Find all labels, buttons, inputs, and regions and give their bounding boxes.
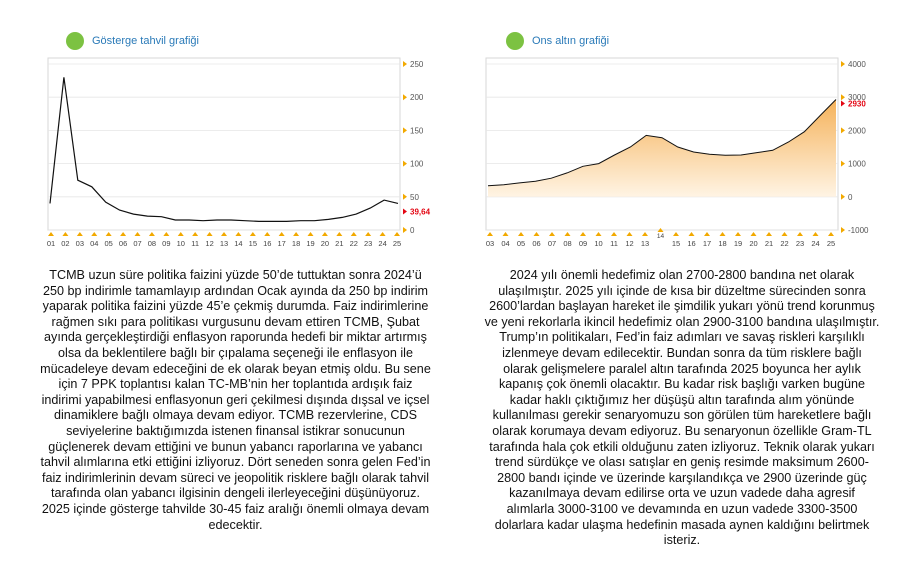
x-tick-marker [751, 232, 757, 236]
x-tick-marker [120, 232, 126, 236]
y-tick-label: 3000 [848, 93, 866, 103]
tick-marker [841, 161, 845, 167]
x-tick-marker [279, 232, 285, 236]
x-tick-label: 19 [733, 239, 743, 248]
x-tick-marker [380, 232, 386, 236]
x-tick-marker [235, 232, 241, 236]
y-tick-label: 0 [848, 192, 853, 202]
x-tick-label: 24 [378, 239, 387, 248]
x-tick-label: 07 [547, 239, 557, 248]
x-tick-marker [565, 232, 571, 236]
x-tick-label: 08 [563, 239, 572, 248]
gold-article [484, 268, 880, 549]
bond-article-text: TCMB uzun süre politika faizini yüzde 50’de tuttuktan sonra 2024’ü 250 bp indirimle tamamlayıp ardından Ocak ayında da 250 bp indirim yaparak politika faizini yüzde 45’e çekmiş durumda. Faiz indirimlerine rağmen sıkı para politikası vurgusunu devam ettiren TCMB, Şubat ayında gerçekleştirdiği enflasyon raporunda hedefi bir miktar artırmış olsa da beklentilere bağlı bir çıpalama seçeneği ile enflasyon ile mücadeleye devam edeceğini de ek olarak beyan etmiş oldu. Bu sene için 7 PPK toplantısı kalan TC-MB’nin her toplantıda ardışık faiz indirimi yapabilmesi enflasyonun geri çekilmesi dışında dışsal ve içsel dinamiklere bağlı olmaya devam ediyor. TCMB rezervlerine, CDS seviyelerine baktığımızda istenen finansal istikrar sonucunun güçlenerek devam ettiğini ve bunun yabancı raporlarına ve yabancı tahvil alımlarına etki ettiğini izliyoruz. Dört seneden sonra gelen Fed’in faiz indirimlerinin devam süreci ve jeopolitik risklere bağlı olarak tahvil tarafında olan yabancı ilgisinin dengeli ilerleyeceğini düşünüyoruz. 2025 içinde gösterge tahvilde 30-45 faiz aralığı önemli olmaya devam edecektir. [40, 268, 431, 532]
x-tick-label: 07 [133, 239, 142, 248]
x-tick-label: 12 [625, 239, 634, 248]
x-tick-marker [596, 232, 602, 236]
x-tick-marker [518, 232, 524, 236]
tick-marker [403, 127, 407, 133]
x-tick-marker [106, 232, 112, 236]
x-tick-marker [250, 232, 256, 236]
y-tick-label: 50 [410, 192, 419, 202]
bond-article [38, 268, 433, 533]
x-tick-marker [627, 232, 633, 236]
tick-marker [841, 61, 845, 67]
tick-marker [841, 94, 845, 100]
x-tick-label: 15 [671, 239, 681, 248]
x-tick-label: 25 [826, 239, 836, 248]
x-tick-marker [365, 232, 371, 236]
x-tick-label: 10 [176, 239, 185, 248]
x-tick-label: 09 [578, 239, 588, 248]
x-tick-label: 22 [780, 239, 789, 248]
x-tick-marker [221, 232, 227, 236]
x-tick-label: 20 [320, 239, 330, 248]
x-tick-marker [264, 232, 270, 236]
x-tick-label: 23 [363, 239, 373, 248]
x-tick-label: 19 [306, 239, 315, 248]
x-tick-label: 11 [191, 239, 200, 248]
x-tick-marker [534, 232, 540, 236]
x-tick-label: 23 [795, 239, 805, 248]
x-tick-marker [91, 232, 97, 236]
bond-chart [0, 0, 450, 260]
last-value-label: 2930 [848, 99, 866, 109]
x-tick-label: 08 [147, 239, 157, 248]
x-tick-label: 16 [687, 239, 696, 248]
x-tick-label: 12 [205, 239, 214, 248]
x-tick-label: 22 [349, 239, 358, 248]
x-tick-label: 01 [46, 239, 56, 248]
x-tick-label: 18 [291, 239, 301, 248]
x-tick-label: 06 [118, 239, 128, 248]
x-tick-label: 02 [61, 239, 70, 248]
x-tick-marker [62, 232, 68, 236]
y-tick-label: 4000 [848, 60, 866, 69]
x-tick-label: 06 [532, 239, 541, 248]
x-tick-label: 10 [594, 239, 603, 248]
x-tick-label: 16 [263, 239, 272, 248]
y-tick-label: 150 [410, 126, 424, 136]
tick-marker [403, 161, 407, 167]
y-tick-label: 2000 [848, 126, 866, 136]
y-tick-label: 100 [410, 159, 424, 169]
tick-marker [841, 227, 845, 233]
x-tick-marker [293, 232, 299, 236]
last-value-label: 39,64 [410, 207, 431, 217]
x-tick-marker [611, 232, 617, 236]
x-tick-label: 09 [162, 239, 171, 248]
x-tick-label: 14 [234, 239, 243, 248]
x-tick-label: 05 [104, 239, 113, 248]
x-tick-marker [782, 232, 788, 236]
last-value-marker [841, 101, 845, 107]
y-tick-label: -1000 [848, 226, 869, 235]
tick-marker [403, 227, 407, 233]
x-tick-label: 04 [501, 239, 510, 248]
x-tick-label: 03 [75, 239, 85, 248]
x-tick-label: 03 [485, 239, 495, 248]
x-tick-marker [351, 232, 357, 236]
x-tick-marker [735, 232, 741, 236]
y-tick-label: 0 [410, 226, 415, 235]
x-tick-marker [580, 232, 586, 236]
x-tick-marker [336, 232, 342, 236]
x-tick-marker [673, 232, 679, 236]
x-tick-marker [704, 232, 710, 236]
x-tick-marker [322, 232, 328, 236]
gold-chart-title: Ons altın grafiği [532, 35, 610, 47]
x-tick-marker [813, 232, 819, 236]
gap-label: 14 [656, 233, 665, 240]
x-tick-label: 15 [248, 239, 258, 248]
x-tick-marker [149, 232, 155, 236]
tick-marker [403, 194, 407, 200]
x-tick-label: 13 [640, 239, 650, 248]
x-tick-marker [394, 232, 400, 236]
x-tick-marker [503, 232, 509, 236]
x-tick-marker [192, 232, 198, 236]
tick-marker [841, 194, 845, 200]
x-tick-marker [135, 232, 141, 236]
x-tick-marker [828, 232, 834, 236]
y-tick-label: 1000 [848, 159, 866, 169]
x-tick-marker [549, 232, 555, 236]
x-tick-label: 11 [610, 239, 618, 248]
tick-marker [403, 61, 407, 67]
x-tick-marker [689, 232, 695, 236]
x-tick-label: 20 [749, 239, 758, 248]
y-tick-label: 200 [410, 93, 424, 103]
x-tick-label: 24 [811, 239, 820, 248]
x-tick-label: 18 [718, 239, 727, 248]
tick-marker [403, 94, 407, 100]
x-tick-label: 17 [277, 239, 286, 248]
last-value-marker [403, 208, 407, 214]
y-tick-label: 250 [410, 60, 424, 69]
x-tick-label: 05 [516, 239, 526, 248]
x-tick-label: 21 [764, 239, 774, 248]
x-tick-marker [642, 232, 648, 236]
bond-chart-title: Gösterge tahvil grafiği [92, 35, 199, 47]
tick-marker [841, 127, 845, 133]
x-tick-label: 17 [702, 239, 712, 248]
x-tick-marker [207, 232, 213, 236]
gold-chart [450, 0, 900, 260]
x-tick-label: 21 [335, 239, 344, 248]
x-tick-label: 13 [219, 239, 229, 248]
x-tick-marker [797, 232, 803, 236]
x-tick-marker [178, 232, 184, 236]
x-tick-marker [77, 232, 83, 236]
x-tick-marker [766, 232, 772, 236]
x-tick-marker [48, 232, 54, 236]
x-tick-label: 04 [90, 239, 99, 248]
x-tick-label: 25 [392, 239, 402, 248]
x-tick-marker [487, 232, 493, 236]
x-tick-marker [163, 232, 169, 236]
x-tick-marker [720, 232, 726, 236]
gold-article-text: 2024 yılı önemli hedefimiz olan 2700-2800 bandına net olarak ulaşılmıştır. 2025 yılı içinde de kısa bir düzeltme sürecinden sonra 2600’lardan başlayan hareket ile şimdilik yukarı yönü trend korunmuş ve yeni rekorlarla ikincil hedefimiz olan 2900-3100 bandına ulaşılmıştır. Trump’ın politikaları, Fed’in faiz adımları ve savaş riskleri karşılıklı izlenmeye devam edilecektir. Bundan sonra da tüm risklere bağlı olarak gelişmelere paralel altın tarafında 2025 boyunca her aylık kapanış çok önemli olacaktır. Bu kadar risk başlığı varken bugüne kadar haklı çıktığımız her düşüşü altın tarafında alım yönünde kullanılması gerekir senaryomuzu son görülen tüm hareketlere bağlı olarak korumaya devam ediyoruz. Bu senaryonun özellikle Gram-TL tarafında hala çok etkili olduğunu zaten izliyoruz. Teknik olarak yukarı trend sürdükçe ve olası satışlar en geniş resimde maksimum 2600-2800 bandı içinde ve üzerinde karşılandıkça ve 2900 üzerinde güç kazanılmaya devam edilirse orta ve uzun vadede daha agresif alımlarla 3000-3100 ve devamında en uzun vadede 3300-3500 dolarlara kadar ulaşma hedefinin masada aynen kaldığını belirtmek isteriz. [484, 268, 880, 548]
x-tick-marker [308, 232, 314, 236]
plot-area [48, 58, 400, 230]
